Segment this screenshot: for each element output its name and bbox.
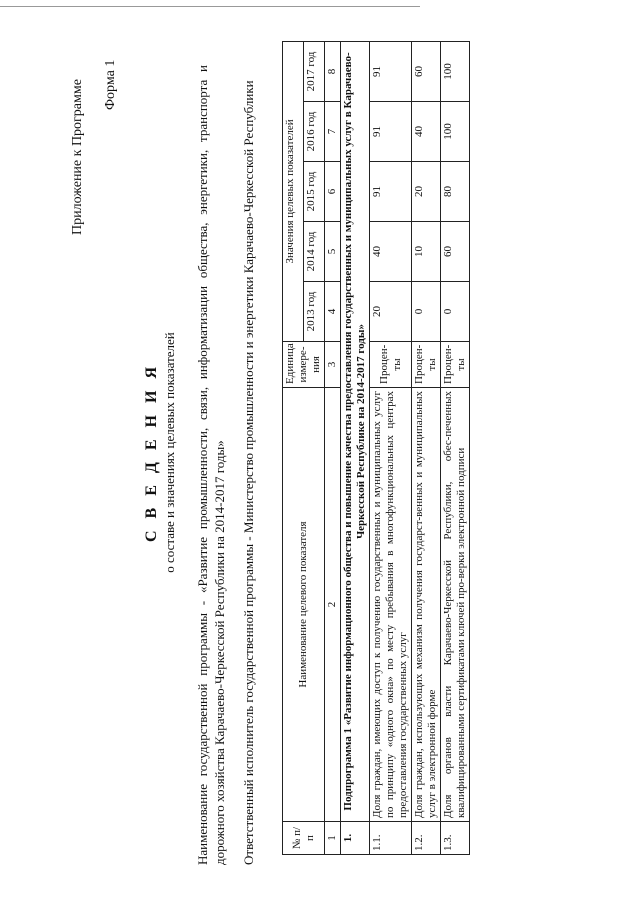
form-label: Форма 1 (103, 59, 118, 110)
row-value: 60 (412, 41, 441, 101)
table-row (412, 41, 441, 854)
row-value: 40 (370, 222, 412, 282)
row-unit: Процен-ты (412, 342, 441, 388)
header-row-1 (283, 41, 304, 854)
row-value: 100 (441, 102, 470, 162)
column-number: 3 (325, 342, 341, 388)
column-number: 1 (325, 822, 341, 855)
row-indicator-name: Доля граждан, имеющих доступ к получению государственных и муниципальных услуг по принципу «одного окна» по месту пребывания в многофункциональных центрах предоставления государственных услуг (370, 388, 412, 822)
column-number: 6 (325, 162, 341, 222)
appendix-label: Приложение к Программе (70, 79, 85, 235)
column-number: 4 (325, 282, 341, 342)
row-value: 0 (412, 282, 441, 342)
indicators-table (282, 41, 470, 855)
table-row (441, 41, 470, 854)
header-year: 2014 год (304, 222, 325, 282)
row-unit: Процен-ты (441, 342, 470, 388)
column-number: 7 (325, 102, 341, 162)
section-row (341, 41, 370, 854)
row-value: 20 (370, 282, 412, 342)
row-value: 91 (370, 102, 412, 162)
program-name-paragraph: Наименование государственной программы - «Развитие промышленности, связи, информатизации общества, энергетики, транспорта и дорожного хозяйства Карачаево-Черкесской Республики на 2014-2017 годы» (195, 65, 227, 865)
header-year: 2015 год (304, 162, 325, 222)
row-value: 91 (370, 41, 412, 101)
header-values-group: Значения целевых показателей (283, 41, 304, 341)
column-number: 5 (325, 222, 341, 282)
row-value: 40 (412, 102, 441, 162)
row-indicator-name: Доля органов власти Карачаево-Черкесской Республики, обес-печенных квалифицированными сертификатами ключей про-верки электронной подписи (441, 388, 470, 822)
column-number-row (325, 41, 341, 854)
row-value: 91 (370, 162, 412, 222)
executor-paragraph: Ответственный исполнитель государственной программы - Министерство промышленности и энергетики Карачаево-Черкесской Республики (241, 80, 256, 865)
document-subtitle: о составе и значениях целевых показателей (162, 332, 177, 573)
header-year: 2017 год (304, 41, 325, 101)
header-year: 2016 год (304, 102, 325, 162)
row-unit: Процен-ты (370, 342, 412, 388)
row-value: 100 (441, 41, 470, 101)
row-value: 80 (441, 162, 470, 222)
row-value: 20 (412, 162, 441, 222)
section-title: Подпрограмма 1 «Развитие информационного общества и повышение качества предоставления государственных и муниципальных услуг в Карачаево-Черкесской Республике на 2014-2017 годы» (341, 41, 370, 821)
column-number: 2 (325, 388, 341, 822)
row-indicator-name: Доля граждан, использующих механизм получения государст-венных и муниципальных услуг в электронной форме (412, 388, 441, 822)
document-title: С В Е Д Е Н И Я (143, 362, 160, 543)
column-number: 8 (325, 41, 341, 101)
section-num: 1. (341, 822, 370, 855)
row-num: 1.3. (441, 822, 470, 855)
header-year: 2013 год (304, 282, 325, 342)
row-value: 60 (441, 222, 470, 282)
header-name: Наименование целевого показателя (283, 388, 325, 822)
row-num: 1.1. (370, 822, 412, 855)
header-num: № п/п (283, 822, 325, 855)
table-row (370, 41, 412, 854)
header-unit: Единица измере-ния (283, 342, 325, 388)
row-num: 1.2. (412, 822, 441, 855)
row-value: 10 (412, 222, 441, 282)
row-value: 0 (441, 282, 470, 342)
